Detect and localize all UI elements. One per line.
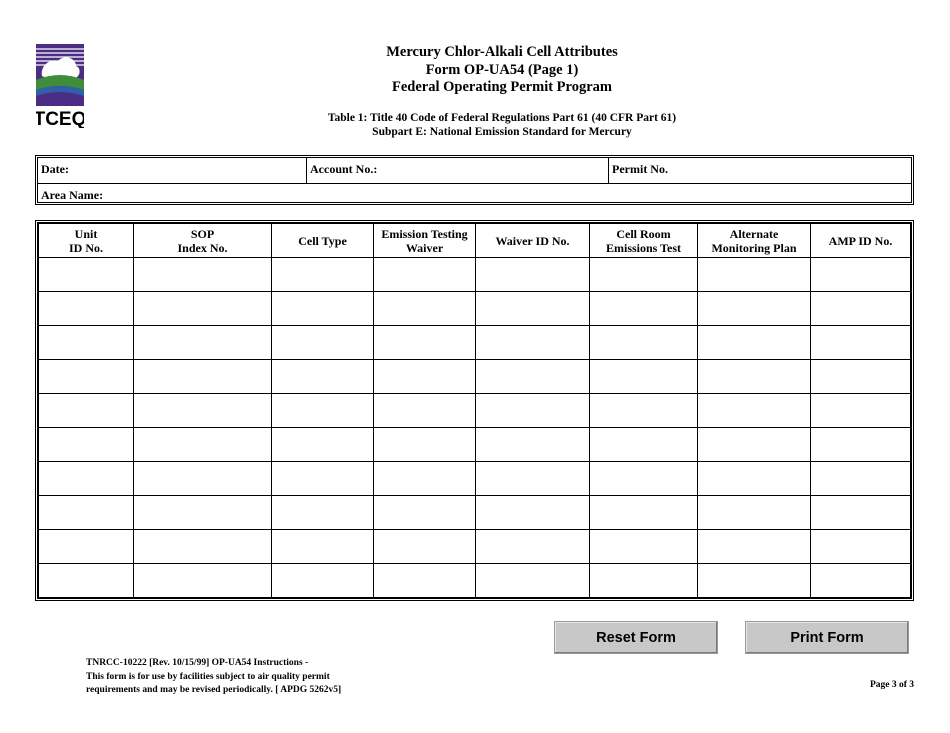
table-row — [39, 292, 911, 326]
table-cell-input[interactable] — [590, 292, 698, 326]
table-cell-input[interactable] — [811, 530, 911, 564]
form-title — [270, 44, 734, 97]
column-header — [39, 224, 134, 258]
area-name-label: Area Name: — [41, 188, 104, 202]
table-cell-input[interactable] — [476, 394, 590, 428]
table-cell-input[interactable] — [134, 530, 272, 564]
column-header-line-1: SOP — [190, 226, 215, 241]
table-cell-input[interactable] — [374, 292, 476, 326]
column-header-line-1: Emission Testing — [381, 226, 468, 241]
table-row — [39, 394, 911, 428]
column-header-line-1: Alternate — [729, 226, 779, 241]
logo-text: TCEQ — [36, 109, 84, 128]
table-cell-input[interactable] — [39, 564, 134, 598]
title-line-3: Federal Operating Permit Program — [392, 79, 612, 95]
form-subtitle — [270, 111, 734, 139]
column-header — [272, 224, 374, 258]
column-header-line-2: Monitoring Plan — [711, 240, 797, 255]
reset-form-button[interactable]: Reset Form — [554, 621, 718, 654]
table-cell-input[interactable] — [39, 394, 134, 428]
table-header-row — [39, 224, 911, 258]
footer-text — [86, 657, 341, 698]
table-cell-input[interactable] — [374, 326, 476, 360]
footer-line-2: This form is for use by facilities subject to air quality permit — [86, 671, 330, 682]
table-cell-input[interactable] — [476, 258, 590, 292]
column-header-line-2: Waiver — [405, 240, 444, 255]
table-cell-input[interactable] — [590, 564, 698, 598]
column-header-line-2: Emissions Test — [605, 240, 682, 255]
table-cell-input[interactable] — [476, 360, 590, 394]
date-label: Date: — [41, 162, 69, 176]
table-cell-input[interactable] — [698, 360, 811, 394]
table-cell-input[interactable] — [811, 496, 911, 530]
table-cell-input[interactable] — [272, 292, 374, 326]
table-cell-input[interactable] — [374, 258, 476, 292]
table-cell-input[interactable] — [811, 394, 911, 428]
table-cell-input[interactable] — [476, 292, 590, 326]
table-row — [39, 564, 911, 598]
column-header-line-1: Unit — [74, 226, 98, 241]
table-cell-input[interactable] — [476, 462, 590, 496]
column-header-line-1: Cell Type — [298, 233, 347, 248]
table-cell-input[interactable] — [134, 496, 272, 530]
table-cell-input[interactable] — [476, 530, 590, 564]
column-header — [811, 224, 911, 258]
table-row — [39, 428, 911, 462]
print-form-button[interactable]: Print Form — [745, 621, 909, 654]
table-cell-input[interactable] — [698, 258, 811, 292]
table-cell-input[interactable] — [811, 360, 911, 394]
table-cell-input[interactable] — [476, 564, 590, 598]
table-cell-input[interactable] — [590, 428, 698, 462]
table-cell-input[interactable] — [476, 326, 590, 360]
table-cell-input[interactable] — [39, 326, 134, 360]
table-cell-input[interactable] — [134, 292, 272, 326]
tceq-logo — [36, 44, 84, 128]
table-cell-input[interactable] — [134, 428, 272, 462]
table-cell-input[interactable] — [811, 258, 911, 292]
account-no-label: Account No.: — [310, 162, 378, 176]
table-cell-input[interactable] — [374, 496, 476, 530]
table-cell-input[interactable] — [272, 258, 374, 292]
table-cell-input[interactable] — [39, 496, 134, 530]
table-cell-input[interactable] — [39, 462, 134, 496]
title-line-2: Form OP-UA54 (Page 1) — [425, 61, 579, 78]
table-cell-input[interactable] — [374, 360, 476, 394]
table-row — [39, 496, 911, 530]
attributes-table — [35, 220, 914, 601]
footer-line-3: requirements and may be revised periodically. [ APDG 5262v5] — [86, 685, 342, 695]
table-cell-input[interactable] — [811, 564, 911, 598]
table-cell-input[interactable] — [39, 258, 134, 292]
permit-no-label: Permit No. — [612, 162, 668, 176]
page-number: Page 3 of 3 — [869, 680, 914, 690]
table-cell-input[interactable] — [134, 462, 272, 496]
table-cell-input[interactable] — [476, 428, 590, 462]
table-cell-input[interactable] — [272, 564, 374, 598]
column-header — [374, 224, 476, 258]
column-header-line-1: AMP ID No. — [828, 233, 893, 248]
table-cell-input[interactable] — [590, 530, 698, 564]
table-cell-input[interactable] — [590, 360, 698, 394]
table-cell-input[interactable] — [134, 258, 272, 292]
table-cell-input[interactable] — [698, 292, 811, 326]
table-cell-input[interactable] — [134, 360, 272, 394]
column-header-line-1: Waiver ID No. — [495, 233, 570, 248]
header-fields-box — [35, 155, 914, 205]
table-row — [39, 326, 911, 360]
table-cell-input[interactable] — [590, 394, 698, 428]
area-name-field[interactable] — [38, 184, 911, 205]
subtitle-line-2: Subpart E: National Emission Standard for Mercury — [372, 126, 632, 138]
table-cell-input[interactable] — [698, 530, 811, 564]
table-cell-input[interactable] — [272, 360, 374, 394]
table-cell-input[interactable] — [134, 394, 272, 428]
column-header — [134, 224, 272, 258]
table-cell-input[interactable] — [272, 462, 374, 496]
table-cell-input[interactable] — [39, 360, 134, 394]
table-cell-input[interactable] — [698, 326, 811, 360]
table-cell-input[interactable] — [374, 564, 476, 598]
table-cell-input[interactable] — [134, 326, 272, 360]
table-cell-input[interactable] — [374, 462, 476, 496]
table-cell-input[interactable] — [374, 428, 476, 462]
table-cell-input[interactable] — [39, 530, 134, 564]
table-cell-input[interactable] — [39, 428, 134, 462]
table-cell-input[interactable] — [272, 326, 374, 360]
table-cell-input[interactable] — [374, 394, 476, 428]
column-header-line-2: Index No. — [177, 240, 228, 255]
table-cell-input[interactable] — [476, 496, 590, 530]
table-cell-input[interactable] — [590, 258, 698, 292]
footer-line-1: TNRCC-10222 [Rev. 10/15/99] OP-UA54 Instructions - — [86, 658, 309, 668]
table-row — [39, 530, 911, 564]
table-cell-input[interactable] — [272, 530, 374, 564]
table-cell-input[interactable] — [811, 428, 911, 462]
table-cell-input[interactable] — [272, 428, 374, 462]
column-header — [476, 224, 590, 258]
table-cell-input[interactable] — [590, 326, 698, 360]
column-header — [590, 224, 698, 258]
table-cell-input[interactable] — [272, 496, 374, 530]
account-no-field[interactable] — [307, 158, 609, 183]
table-cell-input[interactable] — [811, 462, 911, 496]
table-cell-input[interactable] — [698, 564, 811, 598]
table-cell-input[interactable] — [811, 292, 911, 326]
table-cell-input[interactable] — [698, 496, 811, 530]
table-cell-input[interactable] — [272, 394, 374, 428]
tceq-logo-icon — [36, 44, 84, 128]
table-cell-input[interactable] — [374, 530, 476, 564]
column-header — [698, 224, 811, 258]
table-cell-input[interactable] — [590, 496, 698, 530]
column-header-line-1: Cell Room — [616, 226, 671, 241]
table-cell-input[interactable] — [698, 428, 811, 462]
table-row — [39, 360, 911, 394]
date-field[interactable] — [38, 158, 307, 183]
subtitle-line-1: Table 1: Title 40 Code of Federal Regulations Part 61 (40 CFR Part 61) — [327, 112, 677, 124]
title-line-1: Mercury Chlor-Alkali Cell Attributes — [386, 44, 618, 60]
table-body — [39, 258, 911, 598]
table-cell-input[interactable] — [590, 462, 698, 496]
table-cell-input[interactable] — [39, 292, 134, 326]
column-header-line-2: ID No. — [68, 240, 103, 255]
table-row — [39, 258, 911, 292]
permit-no-field[interactable] — [609, 158, 911, 183]
table-cell-input[interactable] — [698, 462, 811, 496]
table-cell-input[interactable] — [811, 326, 911, 360]
table-cell-input[interactable] — [698, 394, 811, 428]
table-row — [39, 462, 911, 496]
table-cell-input[interactable] — [134, 564, 272, 598]
